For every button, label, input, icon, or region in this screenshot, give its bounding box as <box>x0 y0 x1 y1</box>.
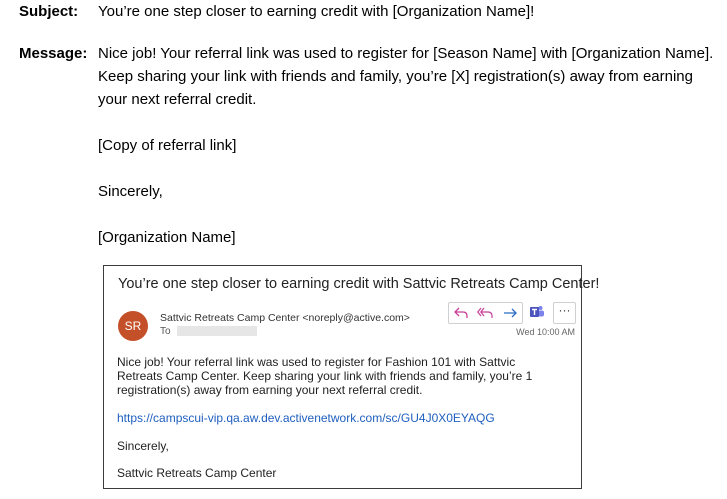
avatar: SR <box>118 311 148 341</box>
referral-link[interactable]: https://campscui-vip.qa.aw.dev.activenetwork.com/sc/GU4J0X0EYAQG <box>117 411 495 425</box>
email-signature: Sattvic Retreats Camp Center <box>117 466 277 480</box>
sincerely-text: Sincerely, <box>98 183 163 200</box>
email-body: Nice job! Your referral link was used to register for Fashion 101 with Sattvic Retreats Camp Center. Keep sharing your link with friends and family, you’re 1 registration(s) away from earning your next referral credit. <box>117 355 533 397</box>
redacted-recipient <box>177 326 257 336</box>
email-subject: You’re one step closer to earning credit with Sattvic Retreats Camp Center! <box>118 276 600 292</box>
message-label: Message: <box>19 45 88 62</box>
reply-all-icon[interactable] <box>477 307 493 319</box>
email-sincerely: Sincerely, <box>117 439 169 453</box>
to-label: To <box>160 326 171 337</box>
message-line-2: Keep sharing your link with friends and family, you’re [X] registration(s) away from earning <box>98 68 693 85</box>
message-line-1: Nice job! Your referral link was used to register for [Season Name] with [Organization Name]. <box>98 45 714 62</box>
subject-value: You’re one step closer to earning credit with [Organization Name]! <box>98 3 535 20</box>
teams-icon[interactable] <box>527 302 547 322</box>
reply-icon[interactable] <box>454 307 468 319</box>
message-actions <box>448 302 523 324</box>
organization-name-placeholder: [Organization Name] <box>98 229 236 246</box>
subject-label: Subject: <box>19 3 79 20</box>
more-options-button[interactable]: ··· <box>553 302 576 324</box>
recipient-row <box>160 326 257 337</box>
forward-icon[interactable] <box>503 307 517 319</box>
email-preview <box>103 265 600 489</box>
message-line-3: your next referral credit. <box>98 91 257 108</box>
timestamp: Wed 10:00 AM <box>516 327 575 337</box>
sender-address[interactable]: Sattvic Retreats Camp Center <noreply@active.com> <box>160 312 410 324</box>
referral-link-placeholder: [Copy of referral link] <box>98 137 237 154</box>
